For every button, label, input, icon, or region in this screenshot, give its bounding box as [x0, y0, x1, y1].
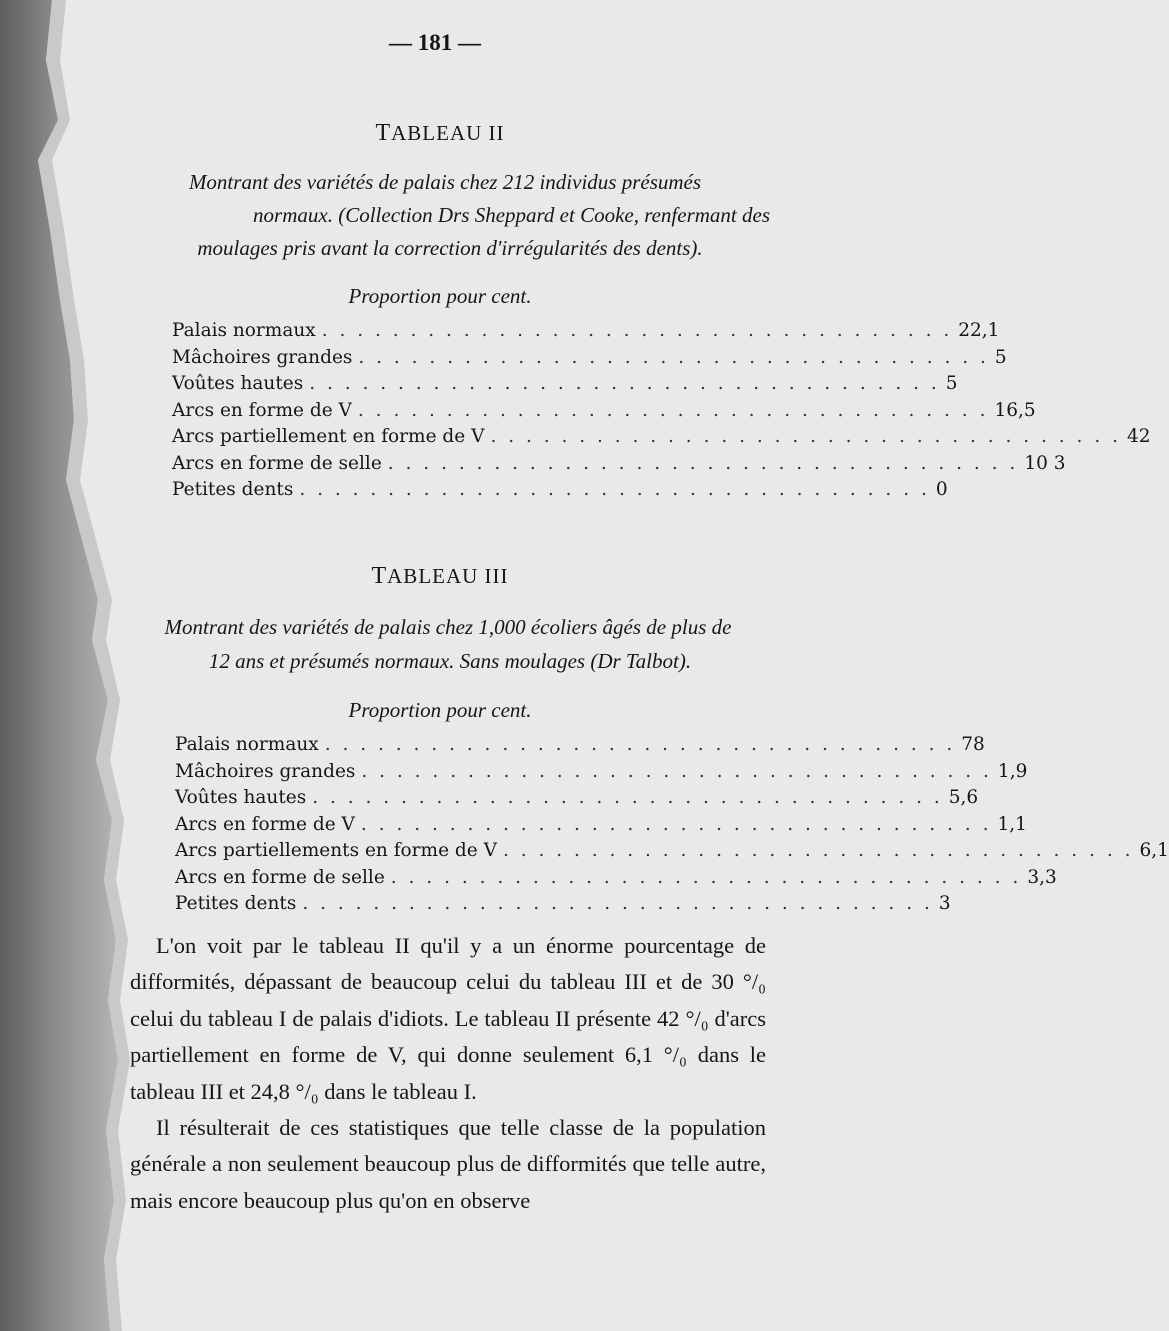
row-label: Arcs partiellement en forme de V: [172, 426, 485, 447]
table-row: [175, 760, 1028, 788]
row-value: 5: [994, 346, 1007, 368]
table-row: [172, 320, 1000, 347]
table-row: [172, 373, 958, 400]
paragraph: Il résulterait de ces statistiques que telle classe de la population générale a non seulement beaucoup plus de difformités que telle autre, mais encore beaucoup plus qu'on en observe: [130, 1115, 766, 1213]
row-label: Mâchoires grandes: [172, 346, 353, 368]
leader-dots: . . . . . . . . . . . . . . . . . . . . . . . . . . . . . . . . . . . .: [357, 399, 989, 421]
row-label: Arcs en forme de selle: [175, 866, 385, 888]
row-label: Arcs partiellements en forme de V: [175, 840, 497, 861]
row-label: Petites dents: [172, 479, 294, 500]
tableau-3-title-initial: T: [371, 563, 388, 589]
tableau-3-rows: [175, 734, 1169, 920]
tableau-2-title-rest: ABLEAU II: [391, 121, 505, 145]
tableau-2-proportion-heading: Proportion pour cent.: [348, 284, 532, 308]
row-label: Voûtes hautes: [175, 787, 307, 808]
tableau-3-title-rest: ABLEAU III: [387, 564, 509, 588]
row-value: 10 3: [1024, 452, 1066, 474]
row-value: 22,1: [958, 320, 1000, 341]
row-label: Arcs en forme de V: [172, 399, 352, 421]
row-value: 78: [961, 734, 985, 755]
row-value: 5,6: [948, 787, 979, 808]
page-number: — 181 —: [389, 30, 481, 55]
table-row: [175, 866, 1057, 894]
row-label: Petites dents: [175, 893, 297, 914]
tableau-2-caption-line-3: moulages pris avant la correction d'irrégularités des dents).: [197, 236, 703, 260]
tableau-3-title: [130, 563, 750, 590]
table-row: [175, 787, 979, 814]
leader-dots: . . . . . . . . . . . . . . . . . . . . . . . . . . . . . . . . . . . .: [360, 813, 992, 835]
table-row: [172, 452, 1066, 480]
leader-dots: . . . . . . . . . . . . . . . . . . . . . . . . . . . . . . . . . . . .: [387, 452, 1019, 474]
leader-dots: . . . . . . . . . . . . . . . . . . . . . . . . . . . . . . . . . . . .: [490, 426, 1121, 447]
row-value: 6,1: [1139, 840, 1169, 861]
row-label: Palais normaux: [175, 734, 319, 755]
row-label: Mâchoires grandes: [175, 760, 356, 782]
leader-dots: . . . . . . . . . . . . . . . . . . . . . . . . . . . . . . . . . . . .: [309, 373, 940, 394]
leader-dots: . . . . . . . . . . . . . . . . . . . . . . . . . . . . . . . . . . . .: [361, 760, 992, 782]
table-row: [172, 426, 1151, 453]
tableau-3-caption-line-2: 12 ans et présumés normaux. Sans moulages (Dr Talbot).: [208, 649, 692, 673]
row-value: 3,3: [1027, 866, 1057, 888]
table-row: [175, 734, 985, 761]
table-row: [175, 813, 1027, 841]
row-label: Palais normaux: [172, 320, 316, 341]
table-row: [175, 840, 1169, 867]
row-value: 16,5: [994, 399, 1036, 421]
tableau-2-rows: [172, 320, 1151, 506]
row-value: 3: [938, 893, 951, 914]
tableau-3-caption-line-1: Montrant des variétés de palais chez 1,000 écoliers âgés de plus de: [164, 615, 732, 639]
row-value: 1,1: [997, 813, 1027, 835]
row-value: 5: [945, 373, 958, 394]
tableau-2-title-initial: T: [375, 120, 392, 146]
table-row: [172, 399, 1036, 427]
leader-dots: . . . . . . . . . . . . . . . . . . . . . . . . . . . . . . . . . . . .: [502, 840, 1134, 861]
table-row: [172, 479, 948, 506]
body-text: [130, 928, 766, 1219]
row-label: Arcs en forme de selle: [172, 452, 382, 474]
tableau-2-title: [130, 120, 750, 147]
tableau-2-caption-line-1: Montrant des variétés de palais chez 212 individus présumés: [188, 170, 702, 194]
table-row: [172, 346, 1007, 374]
leader-dots: . . . . . . . . . . . . . . . . . . . . . . . . . . . . . . . . . . . .: [299, 479, 930, 500]
leader-dots: . . . . . . . . . . . . . . . . . . . . . . . . . . . . . . . . . . . .: [312, 787, 943, 808]
row-label: Voûtes hautes: [172, 373, 304, 394]
leader-dots: . . . . . . . . . . . . . . . . . . . . . . . . . . . . . . . . . . . .: [324, 734, 956, 755]
tableau-3-proportion-heading: Proportion pour cent.: [348, 698, 532, 722]
tableau-2-caption-line-2: normaux. (Collection Drs Sheppard et Cooke, renfermant des: [253, 203, 770, 227]
leader-dots: . . . . . . . . . . . . . . . . . . . . . . . . . . . . . . . . . . . .: [358, 346, 989, 368]
row-value: 0: [935, 479, 948, 500]
table-row: [175, 893, 951, 920]
row-value: 42: [1126, 426, 1151, 447]
leader-dots: . . . . . . . . . . . . . . . . . . . . . . . . . . . . . . . . . . . .: [302, 893, 933, 914]
leader-dots: . . . . . . . . . . . . . . . . . . . . . . . . . . . . . . . . . . . .: [390, 866, 1022, 888]
row-value: 1,9: [997, 760, 1028, 782]
row-label: Arcs en forme de V: [175, 813, 355, 835]
leader-dots: . . . . . . . . . . . . . . . . . . . . . . . . . . . . . . . . . . . .: [321, 320, 953, 341]
paragraph: L'on voit par le tableau II qu'il y a un énorme pourcentage de difformités, dépassant de beaucoup celui du tableau III et de 30 °/₀ celui du tableau I de palais d'idiots. Le tableau II présente 42 °/₀ d'arcs partiellement en forme de V, qui donne seulement 6,1 °/₀ dans le tableau III et 24,8 °/₀ dans le tableau I.: [130, 933, 766, 1104]
